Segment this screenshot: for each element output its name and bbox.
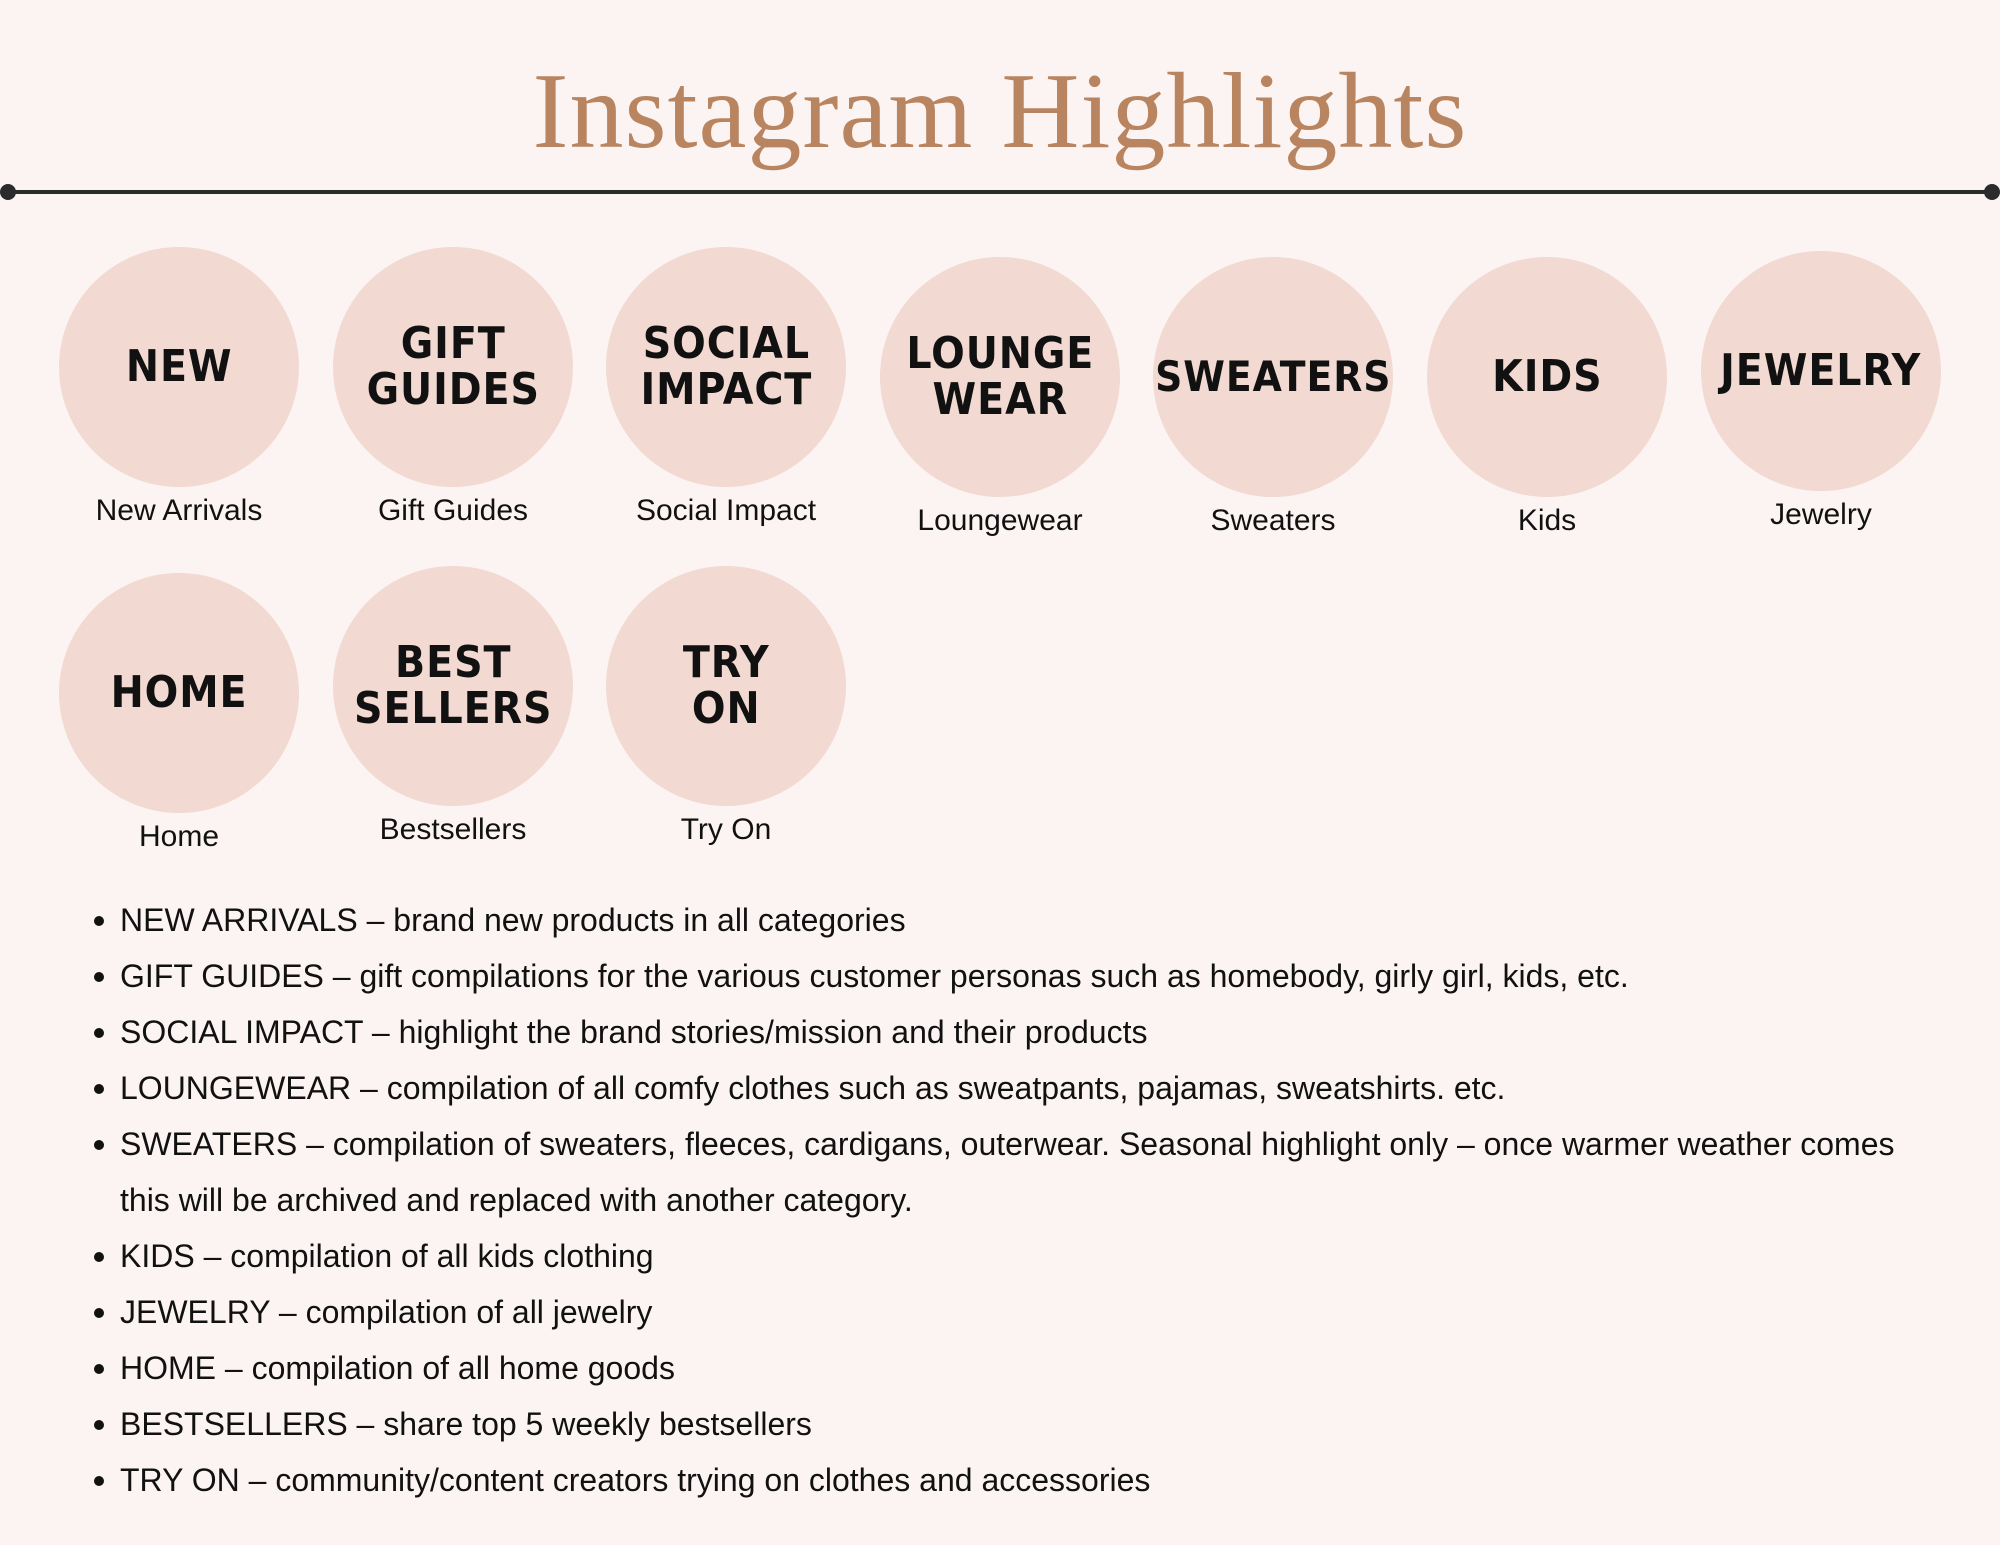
description-item: HOME – compilation of all home goods: [92, 1340, 1952, 1396]
highlight-cover-text: LOUNGE WEAR: [906, 328, 1094, 425]
highlight-label: Home: [138, 820, 220, 853]
highlight-cover-text: SOCIAL IMPACT: [640, 318, 812, 415]
title-divider: [8, 190, 1992, 194]
highlight-jewelry[interactable]: [1701, 251, 1941, 551]
highlight-loungewear[interactable]: [880, 257, 1120, 557]
highlight-label: Loungewear: [917, 504, 1083, 537]
description-item: NEW ARRIVALS – brand new products in all categories: [92, 892, 1952, 948]
highlight-label: Sweaters: [1210, 504, 1336, 537]
highlight-cover[interactable]: [59, 573, 299, 813]
highlight-label: Kids: [1517, 504, 1577, 537]
highlight-new-arrivals[interactable]: [59, 247, 299, 547]
description-item: SWEATERS – compilation of sweaters, fleeces, cardigans, outerwear. Seasonal highlight only – once warmer weather comes this will be archived and replaced with another category.: [92, 1116, 1952, 1228]
highlight-home[interactable]: [59, 573, 299, 873]
highlight-cover-text: HOME: [110, 667, 248, 718]
highlight-cover-text: GIFT GUIDES: [366, 318, 540, 415]
highlight-cover-text: NEW: [125, 341, 233, 392]
description-item: KIDS – compilation of all kids clothing: [92, 1228, 1952, 1284]
page-title: Instagram Highlights: [532, 52, 1468, 171]
description-item: GIFT GUIDES – gift compilations for the various customer personas such as homebody, girly girl, kids, etc.: [92, 948, 1952, 1004]
description-item: TRY ON – community/content creators trying on clothes and accessories: [92, 1452, 1952, 1508]
highlight-label: Social Impact: [635, 494, 817, 527]
highlight-descriptions: [92, 892, 1952, 1508]
highlight-bestsellers[interactable]: [333, 566, 573, 866]
highlight-cover[interactable]: [606, 247, 846, 487]
highlight-cover[interactable]: [59, 247, 299, 487]
highlight-try-on[interactable]: [606, 566, 846, 866]
highlight-cover-text: JEWELRY: [1720, 345, 1922, 396]
highlight-social-impact[interactable]: [606, 247, 846, 547]
highlight-cover-text: TRY ON: [682, 637, 770, 734]
highlight-kids[interactable]: [1427, 257, 1667, 557]
highlight-sweaters[interactable]: [1153, 257, 1393, 557]
highlight-cover-text: KIDS: [1491, 351, 1603, 402]
divider-right-dot: [1984, 184, 2000, 200]
highlight-cover[interactable]: [880, 257, 1120, 497]
highlight-gift-guides[interactable]: [333, 247, 573, 547]
description-item: LOUNGEWEAR – compilation of all comfy clothes such as sweatpants, pajamas, sweatshirts. etc.: [92, 1060, 1952, 1116]
highlight-label: Bestsellers: [379, 813, 527, 846]
highlight-label: New Arrivals: [95, 494, 263, 527]
highlight-label: Try On: [680, 813, 772, 846]
highlight-cover[interactable]: [1701, 251, 1941, 491]
highlight-label: Gift Guides: [377, 494, 529, 527]
description-item: SOCIAL IMPACT – highlight the brand stories/mission and their products: [92, 1004, 1952, 1060]
highlight-cover[interactable]: [1427, 257, 1667, 497]
highlight-cover[interactable]: [333, 247, 573, 487]
highlight-cover[interactable]: [606, 566, 846, 806]
highlight-cover[interactable]: [333, 566, 573, 806]
description-item: JEWELRY – compilation of all jewelry: [92, 1284, 1952, 1340]
highlight-label: Jewelry: [1770, 498, 1872, 531]
highlight-cover[interactable]: [1153, 257, 1393, 497]
description-item: BESTSELLERS – share top 5 weekly bestsellers: [92, 1396, 1952, 1452]
highlight-cover-text: BEST SELLERS: [353, 637, 553, 734]
highlight-cover-text: SWEATERS: [1154, 352, 1392, 401]
